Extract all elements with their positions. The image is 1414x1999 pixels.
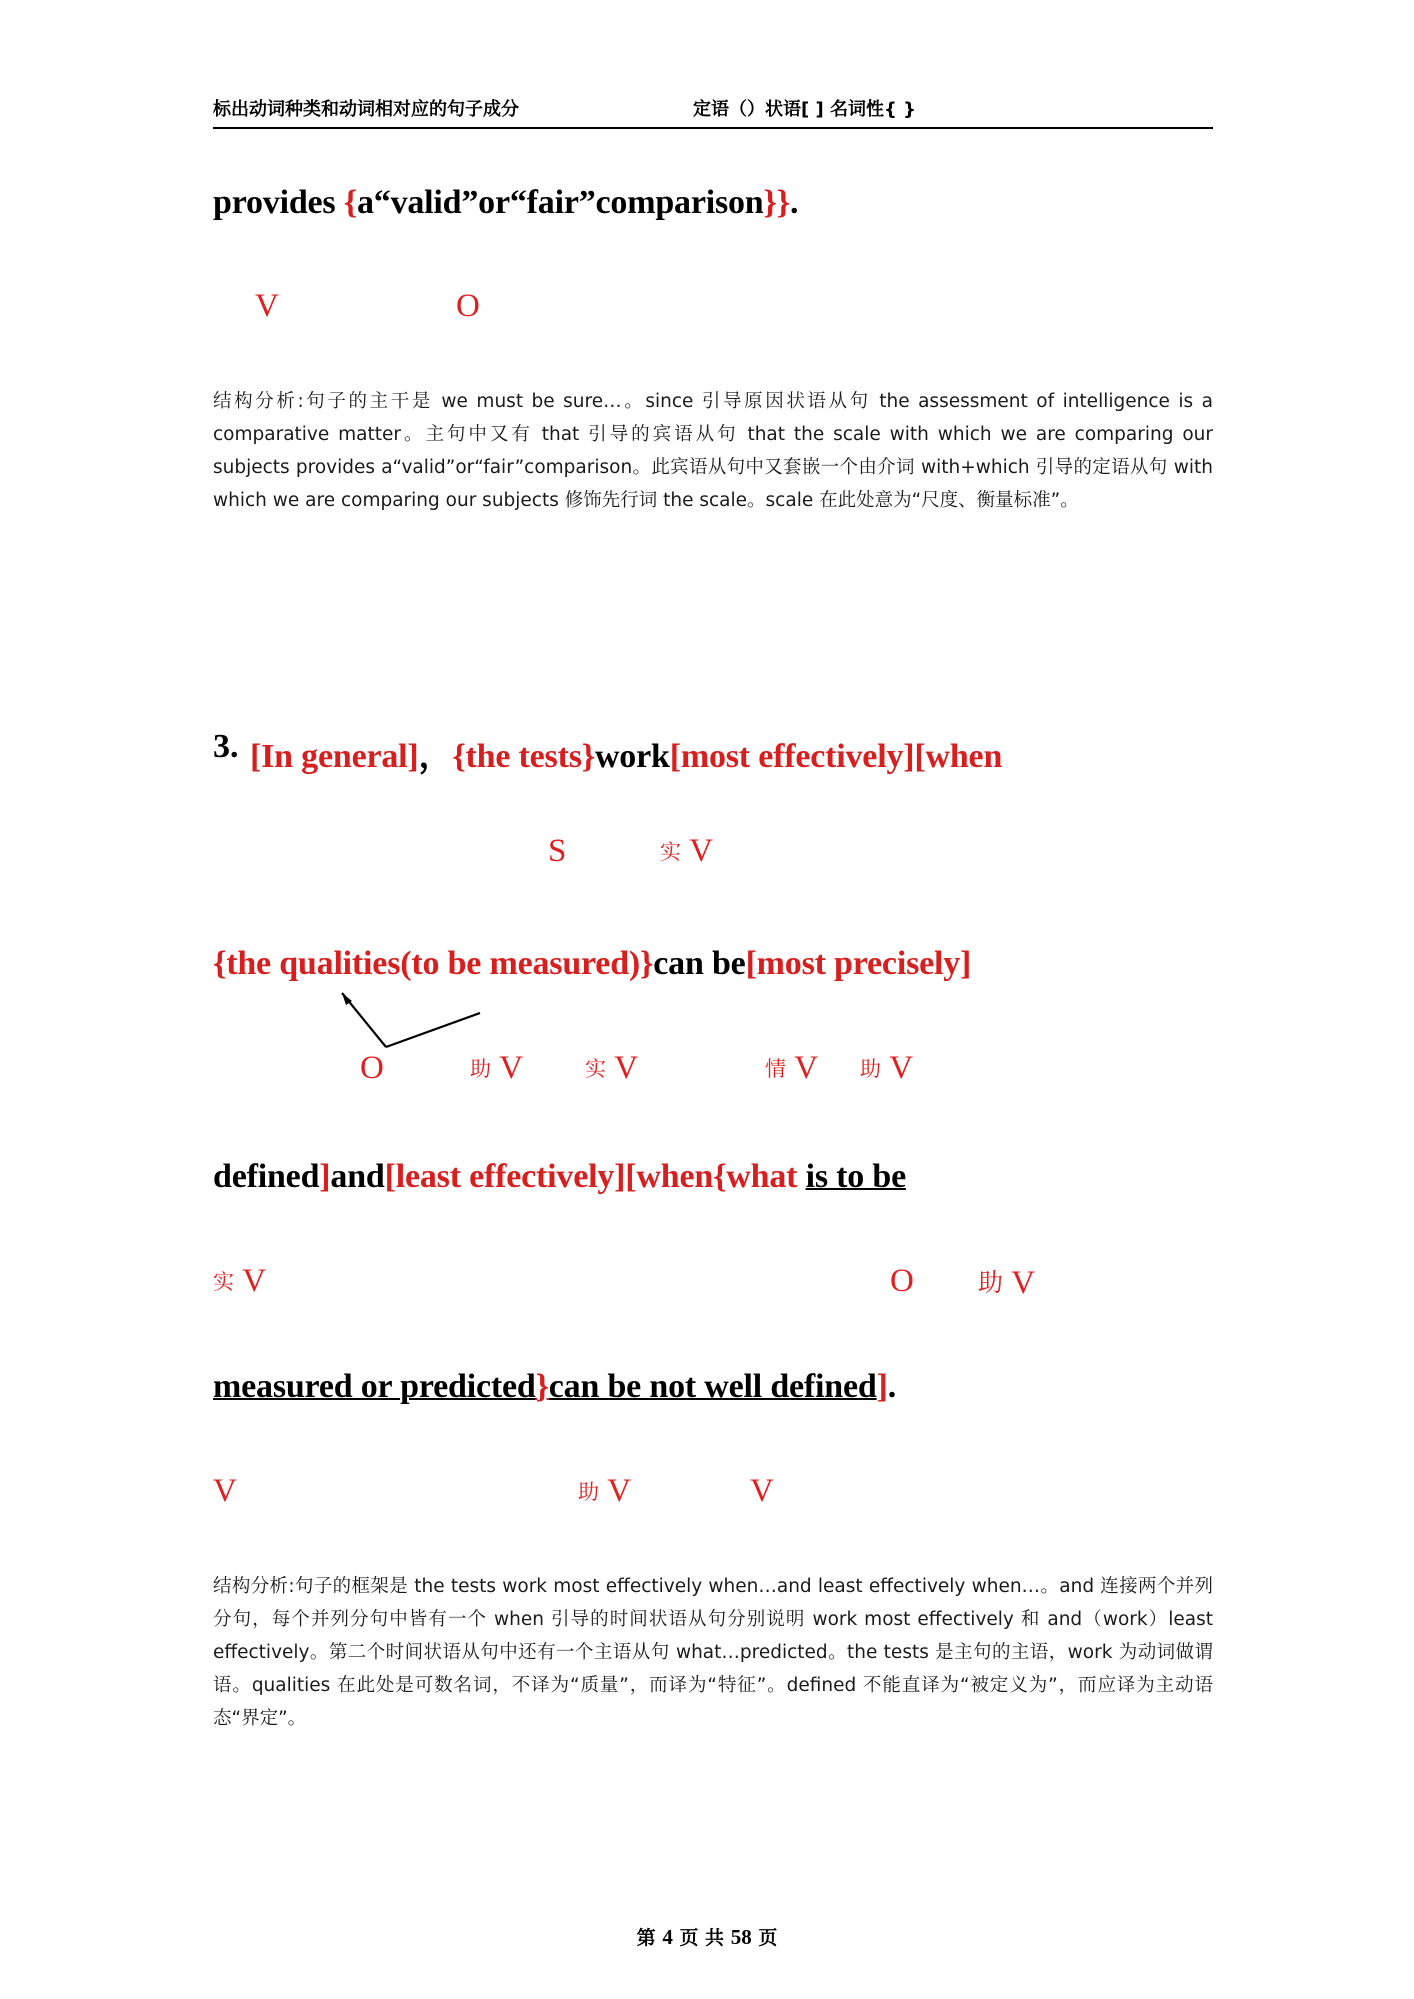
i3-l3-seg-1: ] — [319, 1158, 331, 1195]
i3-l2-label-v1-prefix: 助 — [470, 1057, 491, 1081]
i3-l4-label-v2-text: V — [607, 1473, 632, 1509]
i3-l3-label-v1-text: V — [242, 1263, 267, 1299]
i3-l2-seg-1: (to be measured) — [400, 945, 641, 982]
i3-l3-seg-4: [when — [625, 1158, 714, 1195]
sentence-1-analysis — [213, 385, 1213, 517]
header-right-text: 定语（）状语[ ] 名词性{ } — [693, 99, 916, 120]
i3-analysis-label: 结构分析: — [213, 1576, 295, 1597]
i3-l1-seg-3: work — [594, 738, 670, 775]
i3-l2-seg-3: can be — [653, 945, 746, 982]
item-3-analysis — [213, 1570, 1213, 1735]
footer-page-number: 4 — [662, 1925, 673, 1949]
i3-l4-label-v1 — [213, 1473, 237, 1510]
footer-mid: 页 共 — [679, 1927, 725, 1949]
i3-l1-label-v-text: V — [689, 833, 714, 869]
i3-l3-seg-6: is to be — [805, 1158, 906, 1195]
i3-l2-label-v3-text: V — [794, 1050, 819, 1086]
s1-fragment-provides: provides — [213, 184, 344, 221]
footer-suffix: 页 — [758, 1927, 778, 1949]
i3-l1-seg-2: {the tests} — [452, 738, 595, 775]
i3-l2-label-v4 — [860, 1050, 913, 1087]
i3-l3-label-v2 — [978, 1263, 1035, 1302]
i3-l4-seg-0: measured or predicted — [213, 1368, 536, 1405]
i3-l3-seg-2: and — [330, 1158, 385, 1195]
s1-label-v-text: V — [255, 288, 279, 324]
item-3-line-4 — [213, 1368, 896, 1406]
i3-l3-label-o — [890, 1263, 914, 1300]
i3-l2-label-o — [360, 1050, 384, 1087]
i3-l4-seg-3: ] — [876, 1368, 888, 1405]
i3-l4-label-v3 — [750, 1473, 774, 1510]
i3-l1-label-v — [660, 833, 713, 870]
sentence-1-line-1 — [213, 184, 798, 222]
i3-l1-seg-5: [when — [914, 738, 1003, 775]
i3-l3-label-v2-prefix: 助 — [978, 1268, 1004, 1297]
s1-close-brace: }} — [763, 184, 790, 221]
page-footer — [0, 1923, 1414, 1950]
header-left-text: 标出动词种类和动词相对应的句子成分 — [213, 99, 519, 120]
i3-l4-label-v3-text: V — [750, 1473, 774, 1509]
i3-l3-label-v1-prefix: 实 — [213, 1270, 234, 1294]
i3-l4-seg-4: . — [887, 1368, 897, 1405]
i3-l3-seg-0: defined — [213, 1158, 320, 1195]
item-3-line-3 — [213, 1158, 906, 1196]
i3-l2-seg-2: } — [640, 945, 654, 982]
i3-l2-label-v3 — [765, 1050, 818, 1087]
i3-l2-label-v2 — [585, 1050, 638, 1087]
i3-l1-label-s — [548, 833, 566, 870]
i3-l3-label-o-text: O — [890, 1263, 914, 1299]
i3-l4-label-v2-prefix: 助 — [578, 1480, 599, 1504]
footer-total-pages: 58 — [730, 1925, 752, 1949]
item-3-line-2 — [213, 945, 971, 983]
i3-l2-label-v2-text: V — [614, 1050, 639, 1086]
i3-l3-seg-5: {what — [713, 1158, 806, 1195]
i3-l2-seg-4: [most precisely] — [745, 945, 972, 982]
i3-l1-seg-0: [In general] — [250, 738, 419, 775]
page-header — [213, 95, 1213, 121]
i3-l2-label-v1-text: V — [499, 1050, 524, 1086]
header-divider — [213, 127, 1213, 129]
s1-label-o — [456, 288, 480, 325]
i3-l4-seg-1: } — [535, 1368, 549, 1405]
s1-open-brace: { — [343, 184, 357, 221]
i3-l2-label-v4-text: V — [889, 1050, 914, 1086]
i3-l4-label-v2 — [578, 1473, 631, 1510]
i3-l1-seg-1: ， — [418, 738, 453, 775]
s1-analysis-label: 结构分析: — [213, 391, 304, 412]
i3-l3-label-v1 — [213, 1263, 266, 1300]
s1-fragment-comparison: a“valid”or“fair”comparison — [356, 184, 764, 221]
i3-l2-seg-0: {the qualities — [213, 945, 401, 982]
footer-prefix: 第 — [636, 1927, 656, 1949]
s1-analysis-body: 句子的主干是 we must be sure…。since 引导原因状语从句 the assessment of intelligence is a comparative matter。主句中又有 that 引导的宾语从句 that the scale with which we are comparing our subjects provides a“valid”or“fair”comparison。此宾语从句中又套嵌一个由介词 with+which 引导的定语从句 with which we are comparing our subjects 修饰先行词 the scale。scale 在此处意为“尺度、衡量标准”。 — [213, 391, 1213, 511]
i3-l3-seg-3: [least effectively] — [384, 1158, 626, 1195]
s1-label-v — [255, 288, 279, 325]
i3-l3-label-v2-text: V — [1011, 1265, 1036, 1301]
i3-l2-label-v4-prefix: 助 — [860, 1057, 881, 1081]
i3-l4-label-v1-text: V — [213, 1473, 237, 1509]
i3-l4-seg-2: can be not well defined — [548, 1368, 877, 1405]
i3-l2-label-o-text: O — [360, 1050, 384, 1086]
i3-analysis-body: 句子的框架是 the tests work most effectively when…and least effectively when…。and 连接两个并列分句，每个并列分句中皆有一个 when 引导的时间状语从句分别说明 work most effectively 和 and（work）least effectively。第二个时间状语从句中还有一个主语从句 what…predicted。the tests 是主句的主语，work 为动词做谓语。qualities 在此处是可数名词，不译为“质量”，而译为“特征”。defined 不能直译为“被定义为”，而应译为主动语态“界定”。 — [213, 1576, 1214, 1729]
s1-label-o-text: O — [456, 288, 480, 324]
i3-l2-label-v3-prefix: 情 — [765, 1057, 786, 1081]
i3-l2-label-v1 — [470, 1050, 523, 1087]
i3-l1-label-v-prefix: 实 — [660, 840, 681, 864]
i3-l2-label-v2-prefix: 实 — [585, 1057, 606, 1081]
item-3-number: 3. — [213, 728, 239, 765]
i3-l1-seg-4: [most effectively] — [669, 738, 915, 775]
s1-period: . — [789, 184, 799, 221]
i3-l1-label-s-text: S — [548, 833, 567, 869]
item-3-line-1 — [250, 728, 1002, 777]
